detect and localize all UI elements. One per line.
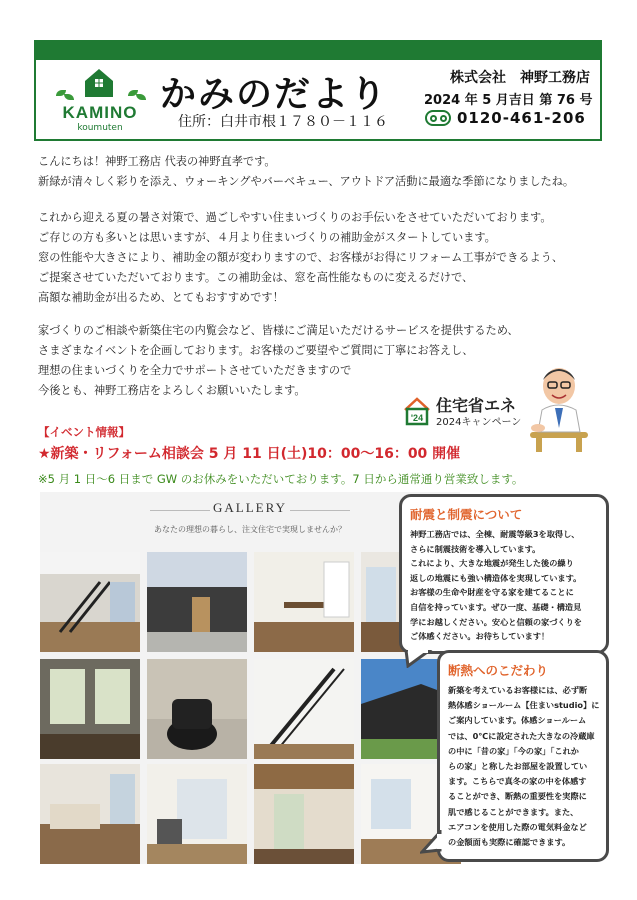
text-line: では、0℃に設定された大きなの冷蔵庫: [448, 730, 595, 741]
gallery-panel: [40, 492, 460, 864]
phone-block: [425, 109, 586, 127]
gallery-photo: [254, 552, 354, 652]
event-label: 【イベント情報】: [38, 425, 130, 439]
company-name: 株式会社 神野工務店: [450, 70, 590, 86]
text-line: 新緑が清々しく彩りを添え、ウォーキングやバーベキュー、アウトドア活動に最適な季節になりましたね。: [38, 175, 575, 188]
callout-title: 耐震と制震について: [410, 508, 523, 522]
campaign-subtitle: 2024キャンペーン: [436, 417, 522, 428]
gallery-photo: [147, 659, 247, 759]
text-line: これにより、大きな地震が発生した後の繰り: [410, 558, 574, 569]
earthquake-callout: [399, 494, 609, 654]
services-paragraph: [38, 321, 519, 401]
campaign-title: 住宅省エネ: [436, 396, 517, 415]
text-line: らの家」と称したお部屋を設置してい: [448, 761, 588, 772]
issue-info: 2024 年 5 月吉日 第 76 号: [424, 93, 593, 108]
campaign-badge: '24: [410, 413, 424, 423]
text-line: ます。こちらで真冬の家の中を体感す: [448, 776, 587, 787]
text-line: さらに制震技術を導入しています。: [410, 543, 541, 554]
text-line: 神野工務店では、全棟、耐震等級3を取得し、: [410, 529, 580, 539]
text-line: 肌で感じることができます。また、: [448, 806, 579, 817]
text-line: 今後とも、神野工務店をよろしくお願いいたします。: [38, 384, 306, 397]
gallery-photo: [147, 764, 247, 864]
text-line: 新築を考えているお客様には、必ず断: [448, 685, 588, 695]
text-line: ご案内しています。体感ショールーム: [448, 715, 587, 726]
house-icon: [84, 68, 114, 98]
phone-number: 0120-461-206: [457, 109, 586, 127]
company-logo: [48, 68, 152, 138]
insulation-callout: [437, 650, 609, 862]
callout-tail: [420, 830, 442, 854]
gallery-photo: [254, 764, 354, 864]
gallery-photo: [40, 764, 140, 864]
text-line: 窓の性能や大きさにより、補助金の額が変わりますので、お客様がお得にリフォーム工事ができるよう、: [38, 251, 564, 264]
text-line: これから迎える夏の暑さ対策で、過ごしやすい住まいづくりのお手伝いをさせていただいております。: [38, 211, 552, 224]
text-line: 学にお越しください。安心と信頼の家づくりを: [410, 616, 582, 627]
logo-subtext: koumuten: [77, 123, 123, 133]
text-line: 家づくりのご相談や新築住宅の内覧会など、皆様にご満足いただけるサービスを提供するため、: [38, 324, 519, 337]
subsidy-paragraph: [38, 208, 563, 308]
leaf-icon: [136, 94, 146, 100]
text-line: ご体感ください。お待ちしています！: [410, 631, 550, 642]
text-line: ご提案させていただいております。この補助金は、窓を高性能なものに変えるだけで、: [38, 271, 474, 284]
text-line: ることができ、断熱の重要性を実際に: [448, 791, 587, 802]
event-headline: ★新築・リフォーム相談会 5 月 11 日(土)10：00〜16：00 開催: [38, 446, 461, 462]
text-line: の中に「昔の家」「今の家」「これか: [448, 745, 579, 756]
logo-wordmark: KAMINO: [62, 103, 138, 122]
text-line: こんにちは！神野工務店 代表の神野直孝です。: [38, 155, 276, 168]
gallery-title: GALLERY: [213, 500, 287, 515]
text-line: 理想の住まいづくりを全力でサポートさせていただきますので: [38, 364, 352, 377]
gallery-photo: [40, 659, 140, 759]
address: 住所：白井市根１７８０－１１６: [178, 114, 388, 130]
text-line: 熱体感ショールーム【住まいstudio】に: [448, 700, 600, 711]
president-illustration: [528, 362, 590, 452]
gallery-photo: [40, 552, 140, 652]
callout-title: 断熱へのこだわり: [448, 663, 549, 678]
campaign-logo: [402, 392, 520, 430]
leaf-icon: [64, 94, 74, 100]
gallery-photo: [254, 659, 354, 759]
header-bar: [34, 40, 602, 60]
callout-tail: [404, 650, 434, 668]
newsletter-title: かみのだより: [160, 74, 389, 115]
text-line: 自信を持っています。ぜひ一度、基礎・構造見: [410, 601, 582, 612]
text-line: の金額面も実際に確認できます。: [448, 837, 571, 848]
text-line: ご存じの方も多いとは思いますが、４月より住まいづくりの補助金がスタートしています。: [38, 231, 496, 244]
callout-text: [410, 527, 582, 644]
text-line: お客様の生命や財産を守る家を建てることに: [410, 587, 574, 598]
callout-text: [448, 683, 599, 850]
free-dial-icon: [425, 110, 451, 126]
holiday-notice: ※5 月 1 日〜6 日まで GW のお休みをいただいております。7 日から通常通り営業致します。: [38, 472, 524, 486]
text-line: エアコンを使用した際の電気料金など: [448, 821, 587, 832]
campaign-house-icon: [402, 396, 432, 426]
intro-paragraph: [38, 152, 574, 192]
text-line: さまざまなイベントを企画しております。お客様のご要望やご質問に丁寧にお答えし、: [38, 344, 474, 357]
gallery-photo: [147, 552, 247, 652]
gallery-subtitle: あなたの理想の暮らし、注文住宅で実現しませんか？: [154, 525, 346, 534]
text-line: 返しの地震にも強い構造体を実現しています。: [410, 572, 582, 583]
text-line: 高額な補助金が出るため、とてもおすすめです！: [38, 291, 284, 304]
